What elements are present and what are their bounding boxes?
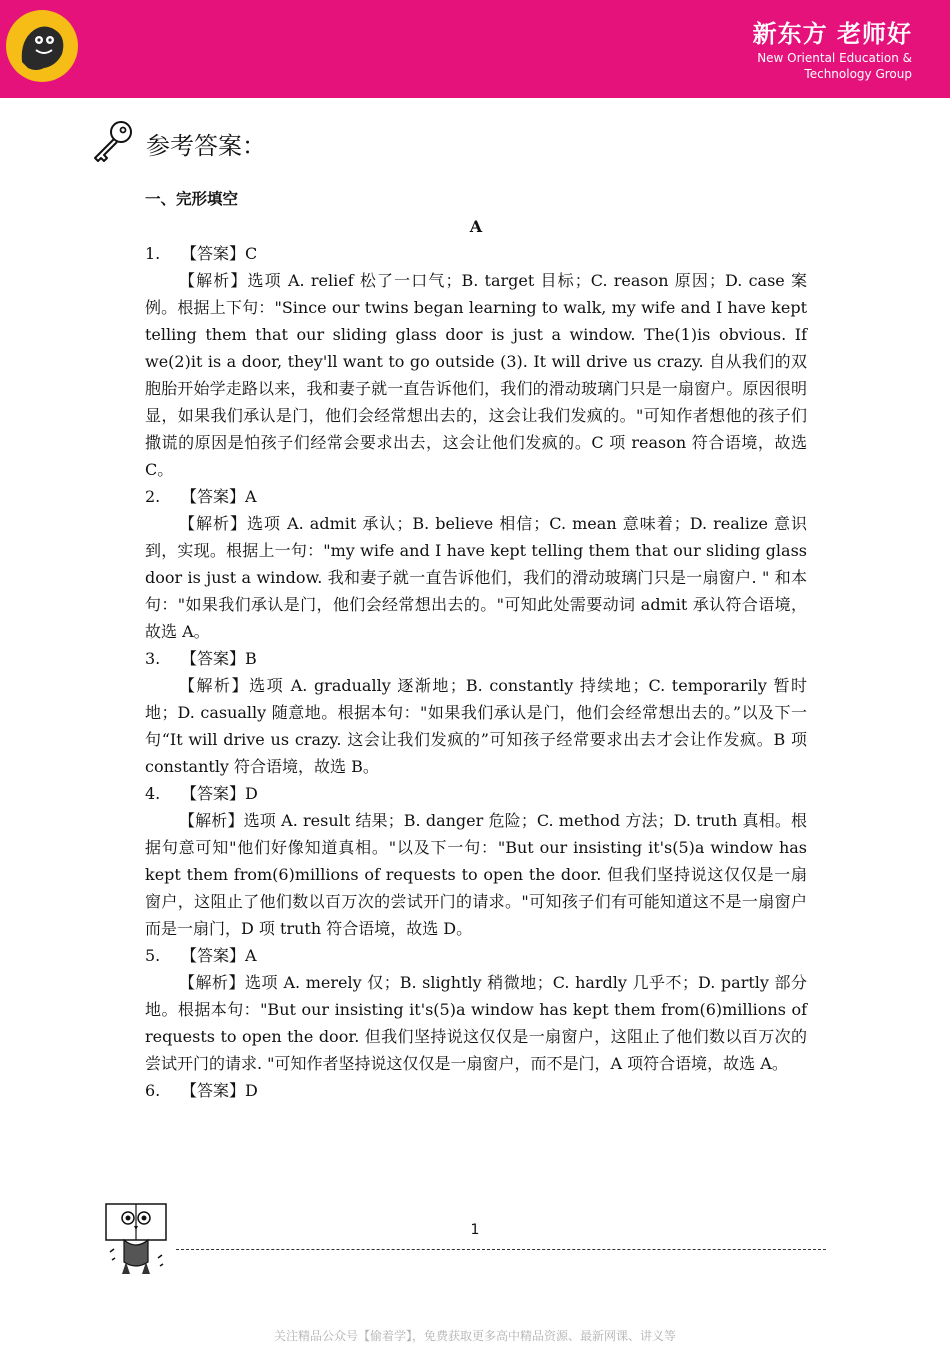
section-heading: 一、完形填空 [145, 190, 239, 208]
answer-text: 【答案】D [181, 784, 258, 803]
question-answer [145, 483, 807, 510]
brand-logo [6, 10, 78, 82]
brand-name-cn: 新东方 老师好 [752, 20, 912, 48]
page-number: 1 [470, 1222, 480, 1238]
brand-name-en [757, 50, 912, 82]
answer-text: 【答案】A [181, 946, 257, 965]
question-5 [145, 942, 807, 1077]
question-answer [145, 780, 807, 807]
question-answer [145, 942, 807, 969]
question-number: 1. [145, 244, 161, 263]
answer-text: 【答案】A [181, 487, 257, 506]
answer-content [145, 186, 807, 1104]
page-header [0, 0, 950, 98]
brand-en-line2: Technology Group [804, 67, 912, 81]
question-3 [145, 645, 807, 780]
page-title: 参考答案： [146, 132, 266, 160]
part-heading: A [469, 217, 483, 236]
brand-en-line1: New Oriental Education & [757, 51, 912, 65]
owl-mascot-icon [104, 1200, 170, 1280]
question-answer [145, 240, 807, 267]
question-explanation: 【解析】选项 A. gradually 逐渐地；B. constantly 持续地；C. temporarily 暂时地；D. casually 随意地。根据本句："如果我们承认是门，他们会经常想出去的。”以及下一句“It will drive us crazy. 这会让我们发疯的”可知孩子经常要求出去才会让作发疯。B 项 constantly 符合语境，故选 B。 [145, 676, 807, 776]
question-explanation: 【解析】选项 A. result 结果；B. danger 危险；C. method 方法；D. truth 真相。根据句意可知"他们好像知道真相。"以及下一句："But our insisting it's(5)a window has kept them from(6)millions of requests to open the door. 但我们坚持说这仅仅是一扇窗户，这阻止了他们数以百万次的尝试开门的请求。"可知孩子们有可能知道这不是一扇窗户而是一扇门，D 项 truth 符合语境，故选 D。 [145, 811, 807, 938]
answer-text: 【答案】C [181, 244, 258, 263]
answer-text: 【答案】D [181, 1081, 258, 1100]
footer-divider [176, 1249, 826, 1250]
question-explanation: 【解析】选项 A. merely 仅；B. slightly 稍微地；C. hardly 几乎不；D. partly 部分地。根据本句："But our insisting it's(5)a window has kept them from(6)millions of requests to open the door. 但我们坚持说这仅仅是一扇窗户，这阻止了他们数以百万次的尝试开门的请求. "可知作者坚持说这仅仅是一扇窗户，而不是门，A 项符合语境，故选 A。 [145, 973, 807, 1073]
question-2 [145, 483, 807, 645]
question-explanation: 【解析】选项 A. admit 承认；B. believe 相信；C. mean 意味着；D. realize 意识到，实现。根据上一句："my wife and I have kept telling them that our sliding glass door is just a window. 我和妻子就一直告诉他们，我们的滑动玻璃门只是一扇窗户. " 和本句："如果我们承认是门，他们会经常想出去的。"可知此处需要动词 admit 承认符合语境，故选 A。 [145, 514, 807, 641]
answer-text: 【答案】B [181, 649, 257, 668]
question-1 [145, 240, 807, 483]
question-4 [145, 780, 807, 942]
question-number: 2. [145, 487, 161, 506]
key-icon [90, 118, 136, 164]
question-number: 6. [145, 1081, 161, 1100]
question-answer [145, 645, 807, 672]
footer-watermark: 关注精品公众号【偷着学】，免费获取更多高中精品资源、最新网课、讲义等 [273, 1329, 676, 1343]
question-answer [145, 1077, 807, 1104]
question-number: 4. [145, 784, 161, 803]
question-6 [145, 1077, 807, 1104]
question-number: 5. [145, 946, 161, 965]
question-explanation: 【解析】选项 A. relief 松了一口气；B. target 目标；C. reason 原因；D. case 案例。根据上下句："Since our twins began learning to walk, my wife and I have kept telling them that our sliding glass door is just a window. The(1)is obvious. If we(2)it is a door, they'll want to go outside (3). It will drive us crazy. 自从我们的双胞胎开始学走路以来，我和妻子就一直告诉他们，我们的滑动玻璃门只是一扇窗户。原因很明显，如果我们承认是门，他们会经常想出去的，这会让我们发疯的。"可知作者想他的孩子们撒谎的原因是怕孩子们经常会要求出去，这会让他们发疯的。C 项 reason 符合语境，故选 C。 [145, 271, 807, 479]
question-number: 3. [145, 649, 161, 668]
